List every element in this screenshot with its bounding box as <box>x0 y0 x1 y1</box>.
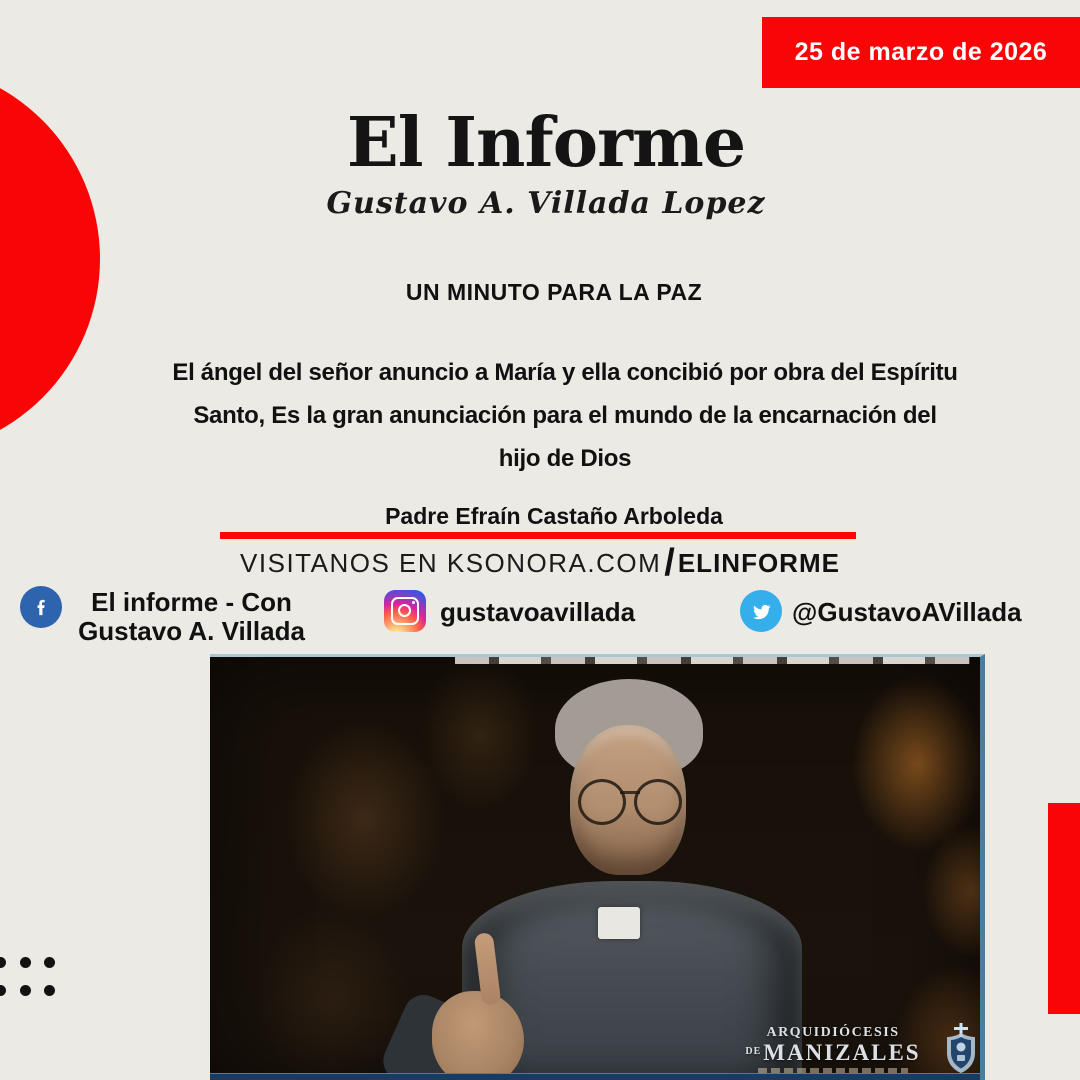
twitter-icon <box>740 590 782 632</box>
body-line-3: hijo de Dios <box>498 445 632 472</box>
date-banner <box>762 17 1080 88</box>
red-underline <box>220 532 856 539</box>
clerical-collar <box>598 907 640 939</box>
body-line-2: Santo, Es la gran anunciación para el mundo de la encarnación del <box>193 402 937 429</box>
host-name: Gustavo A. Villada Lopez <box>326 186 766 221</box>
instagram-handle: gustavoavillada <box>440 597 636 627</box>
twitter-handle: @GustavoAVillada <box>792 597 1022 627</box>
website-prefix: VISITANOS EN KSONORA.COM <box>240 547 662 578</box>
watermark-line-1: ARQUIDIÓCESIS <box>766 1025 900 1040</box>
facebook-handle <box>64 588 319 646</box>
priest-glasses <box>576 779 684 827</box>
website-line <box>0 543 1080 583</box>
video-ui-strip <box>455 657 970 664</box>
watermark-city: MANIZALES <box>763 1040 921 1065</box>
archdiocese-crest-icon <box>944 1023 978 1075</box>
facebook-f-glyph <box>28 594 54 620</box>
segment-body <box>25 351 1080 480</box>
archdiocese-watermark <box>722 1021 978 1077</box>
show-title: El Informe <box>346 103 746 183</box>
watermark-de: DE <box>745 1046 762 1057</box>
instagram-camera-glyph <box>391 597 419 625</box>
masthead <box>6 104 1080 221</box>
instagram-icon <box>384 590 426 632</box>
body-line-1: El ángel del señor anuncio a María y ella concibió por obra del Espíritu <box>172 359 958 386</box>
watermark-line-2 <box>722 1041 944 1064</box>
facebook-handle-line-2: Gustavo A. Villada <box>78 616 305 646</box>
date-text: 25 de marzo de 2026 <box>794 38 1048 66</box>
priest-photo <box>210 654 985 1080</box>
facebook-icon <box>20 586 62 628</box>
website-handle: ELINFORME <box>677 547 840 578</box>
twitter-bird-glyph <box>748 598 774 624</box>
segment-heading: UN MINUTO PARA LA PAZ <box>405 279 703 305</box>
red-rectangle-decoration <box>1048 803 1080 1014</box>
author-name: Padre Efraín Castaño Arboleda <box>385 503 723 529</box>
website-slash: / <box>664 542 675 584</box>
photo-bottom-bar <box>210 1073 980 1080</box>
facebook-handle-line-1: El informe - Con <box>91 587 292 617</box>
